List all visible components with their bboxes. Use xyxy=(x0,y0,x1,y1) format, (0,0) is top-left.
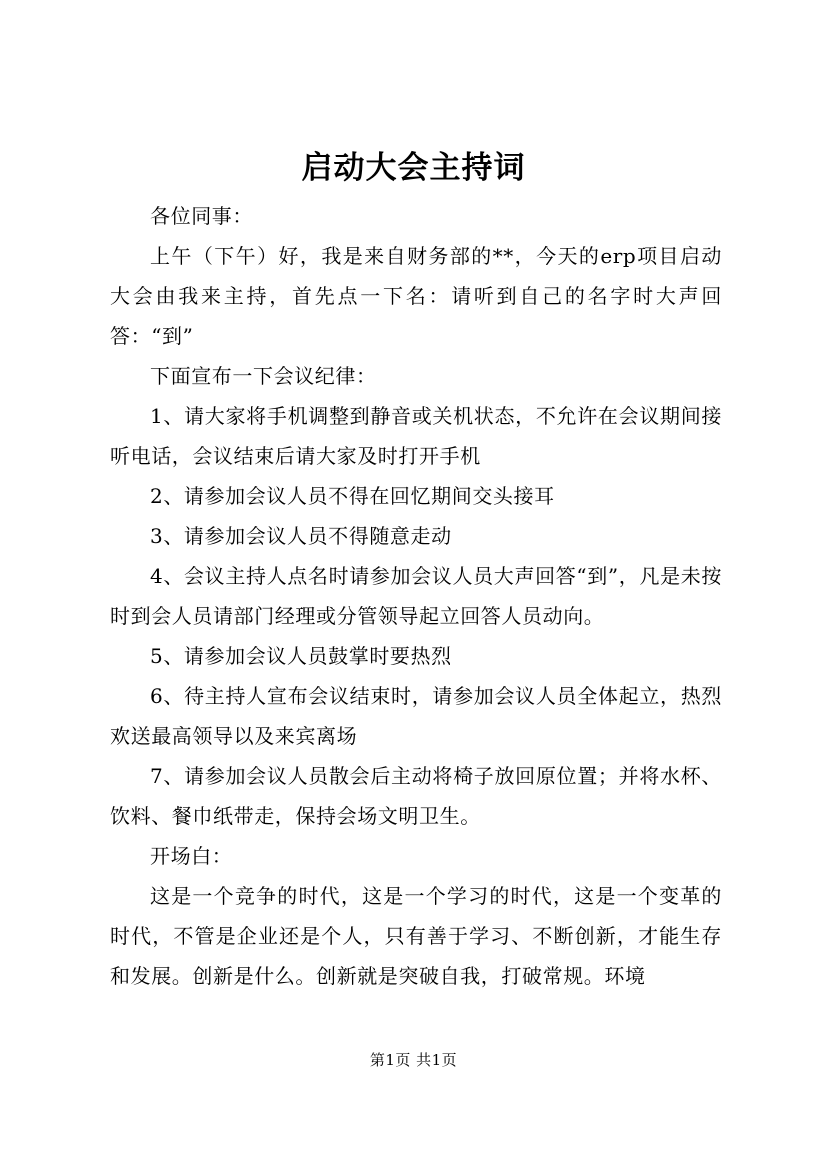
opening-paragraph: 上午（下午）好，我是来自财务部的**，今天的erp项目启动大会由我来主持，首先点一下名：请听到自己的名字时大声回答：“到” xyxy=(110,244,722,348)
opening-remarks-heading: 开场白： xyxy=(150,844,233,868)
greeting-paragraph: 各位同事： xyxy=(150,204,253,228)
rule-item-1: 1、请大家将手机调整到静音或关机状态，不允许在会议期间接听电话，会议结束后请大家及时打开手机 xyxy=(110,404,722,468)
document-title: 启动大会主持词 xyxy=(301,150,526,186)
rule-item-7: 7、请参加会议人员散会后主动将椅子放回原位置；并将水杯、饮料、餐巾纸带走，保持会场文明卫生。 xyxy=(110,764,722,828)
page-footer: 第1页 共1页 xyxy=(369,1051,458,1069)
document-body xyxy=(110,196,722,996)
discipline-heading: 下面宣布一下会议纪律： xyxy=(150,364,377,388)
rule-item-3: 3、请参加会议人员不得随意走动 xyxy=(150,524,452,548)
rule-item-2: 2、请参加会议人员不得在回忆期间交头接耳 xyxy=(150,484,555,508)
rule-item-5: 5、请参加会议人员鼓掌时要热烈 xyxy=(150,644,452,668)
opening-remarks-paragraph: 这是一个竞争的时代，这是一个学习的时代，这是一个变革的时代，不管是企业还是个人，只有善于学习、不断创新，才能生存和发展。创新是什么。创新就是突破自我，打破常规。环境 xyxy=(110,884,722,988)
rule-item-4: 4、会议主持人点名时请参加会议人员大声回答“到”，凡是未按时到会人员请部门经理或分管领导起立回答人员动向。 xyxy=(110,564,722,628)
rule-item-6: 6、待主持人宣布会议结束时，请参加会议人员全体起立，热烈欢送最高领导以及来宾离场 xyxy=(110,684,722,748)
